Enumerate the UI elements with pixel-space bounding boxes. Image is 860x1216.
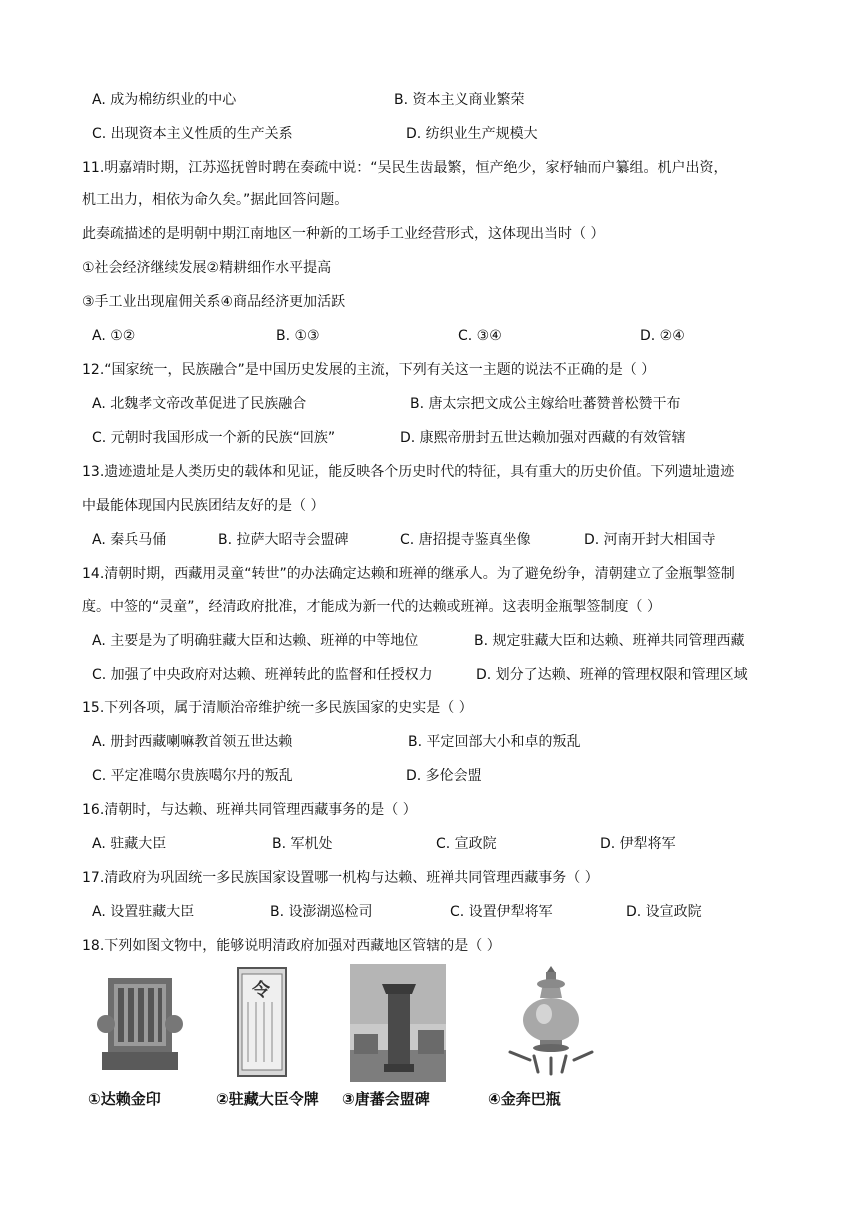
q16-option-a: A. 驻藏大臣 — [92, 836, 167, 852]
q10-option-b: B. 资本主义商业繁荣 — [394, 92, 525, 108]
caption-treaty-stele: ③唐蕃会盟碑 — [342, 1090, 430, 1108]
q15-option-a: A. 册封西藏喇嘛教首领五世达赖 — [92, 734, 293, 750]
caption-golden-urn: ④金奔巴瓶 — [488, 1090, 561, 1108]
q14-option-c: C. 加强了中央政府对达赖、班禅转此的监督和任授权力 — [92, 667, 433, 683]
q16-stem: 16.清朝时，与达赖、班禅共同管理西藏事务的是（ ） — [82, 802, 417, 818]
q11-option-d: D. ②④ — [640, 328, 685, 344]
q14-stem-line1: 14.清朝时期，西藏用灵童“转世”的办法确定达赖和班禅的继承人。为了避免纷争，清朝建立了金瓶掣签制 — [82, 566, 735, 582]
treaty-stele-image — [350, 964, 446, 1082]
q11-question: 此奏疏描述的是明朝中期江南地区一种新的工场手工业经营形式，这体现出当时（ ） — [82, 226, 605, 242]
q13-option-a: A. 秦兵马俑 — [92, 532, 167, 548]
q11-items-line2: ③手工业出现雇佣关系④商品经济更加活跃 — [82, 294, 346, 310]
q12-option-b: B. 唐太宗把文成公主嫁给吐蕃赞普松赞干布 — [410, 396, 681, 412]
q16-option-c: C. 宣政院 — [436, 836, 497, 852]
q13-stem-line2: 中最能体现国内民族团结友好的是（ ） — [82, 498, 325, 514]
golden-seal-image — [88, 970, 188, 1080]
q12-stem: 12.“国家统一，民族融合”是中国历史发展的主流，下列有关这一主题的说法不正确的是（ ） — [82, 362, 656, 378]
q15-option-d: D. 多伦会盟 — [406, 768, 482, 784]
q18-artifact-figure — [84, 962, 604, 1114]
q11-option-c: C. ③④ — [458, 328, 502, 344]
q17-option-c: C. 设置伊犁将军 — [450, 904, 553, 920]
q14-option-b: B. 规定驻藏大臣和达赖、班禅共同管理西藏 — [474, 633, 745, 649]
q16-option-b: B. 军机处 — [272, 836, 333, 852]
golden-urn-image — [496, 962, 606, 1080]
q13-option-b: B. 拉萨大昭寺会盟碑 — [218, 532, 349, 548]
q17-stem: 17.清政府为巩固统一多民族国家设置哪一机构与达赖、班禅共同管理西藏事务（ ） — [82, 870, 599, 886]
q18-stem: 18.下列如图文物中，能够说明清政府加强对西藏地区管辖的是（ ） — [82, 938, 501, 954]
q10-option-c: C. 出现资本主义性质的生产关系 — [92, 126, 293, 142]
minister-token-image — [232, 966, 292, 1078]
q17-option-b: B. 设澎湖巡检司 — [270, 904, 373, 920]
q11-stem-line2: 机工出力，相依为命久矣。”据此回答问题。 — [82, 192, 349, 208]
q11-option-a: A. ①② — [92, 328, 136, 344]
q16-option-d: D. 伊犁将军 — [600, 836, 676, 852]
q10-option-a: A. 成为棉纺织业的中心 — [92, 92, 237, 108]
q13-option-d: D. 河南开封大相国寺 — [584, 532, 716, 548]
q14-stem-line2: 度。中签的“灵童”，经清政府批准，才能成为新一代的达赖或班禅。这表明金瓶掣签制度（ ） — [82, 599, 661, 615]
q17-option-a: A. 设置驻藏大臣 — [92, 904, 195, 920]
q12-option-a: A. 北魏孝文帝改革促进了民族融合 — [92, 396, 307, 412]
q13-stem-line1: 13.遗迹遗址是人类历史的载体和见证，能反映各个历史时代的特征，具有重大的历史价值。下列遗址遗迹 — [82, 464, 735, 480]
q11-option-b: B. ①③ — [276, 328, 320, 344]
q17-option-d: D. 设宣政院 — [626, 904, 702, 920]
q15-option-c: C. 平定准噶尔贵族噶尔丹的叛乱 — [92, 768, 293, 784]
q11-stem-line1: 11.明嘉靖时期，江苏巡抚曾时聘在奏疏中说：“吴民生齿最繁，恒产绝少，家杼轴而户纂组。机户出资， — [82, 160, 728, 176]
q13-option-c: C. 唐招提寺鉴真坐像 — [400, 532, 531, 548]
q12-option-d: D. 康熙帝册封五世达赖加强对西藏的有效管辖 — [400, 430, 686, 446]
q14-option-d: D. 划分了达赖、班禅的管理权限和管理区域 — [476, 667, 748, 683]
q11-items-line1: ①社会经济继续发展②精耕细作水平提高 — [82, 260, 332, 276]
caption-minister-token: ②驻藏大臣令牌 — [216, 1090, 319, 1108]
token-character: 令 — [252, 980, 270, 1001]
caption-golden-seal: ①达赖金印 — [88, 1090, 161, 1108]
q15-stem: 15.下列各项，属于清顺治帝维护统一多民族国家的史实是（ ） — [82, 700, 473, 716]
q15-option-b: B. 平定回部大小和卓的叛乱 — [408, 734, 581, 750]
q10-option-d: D. 纺织业生产规模大 — [406, 126, 538, 142]
q14-option-a: A. 主要是为了明确驻藏大臣和达赖、班禅的中等地位 — [92, 633, 419, 649]
q12-option-c: C. 元朝时我国形成一个新的民族“回族” — [92, 430, 336, 446]
